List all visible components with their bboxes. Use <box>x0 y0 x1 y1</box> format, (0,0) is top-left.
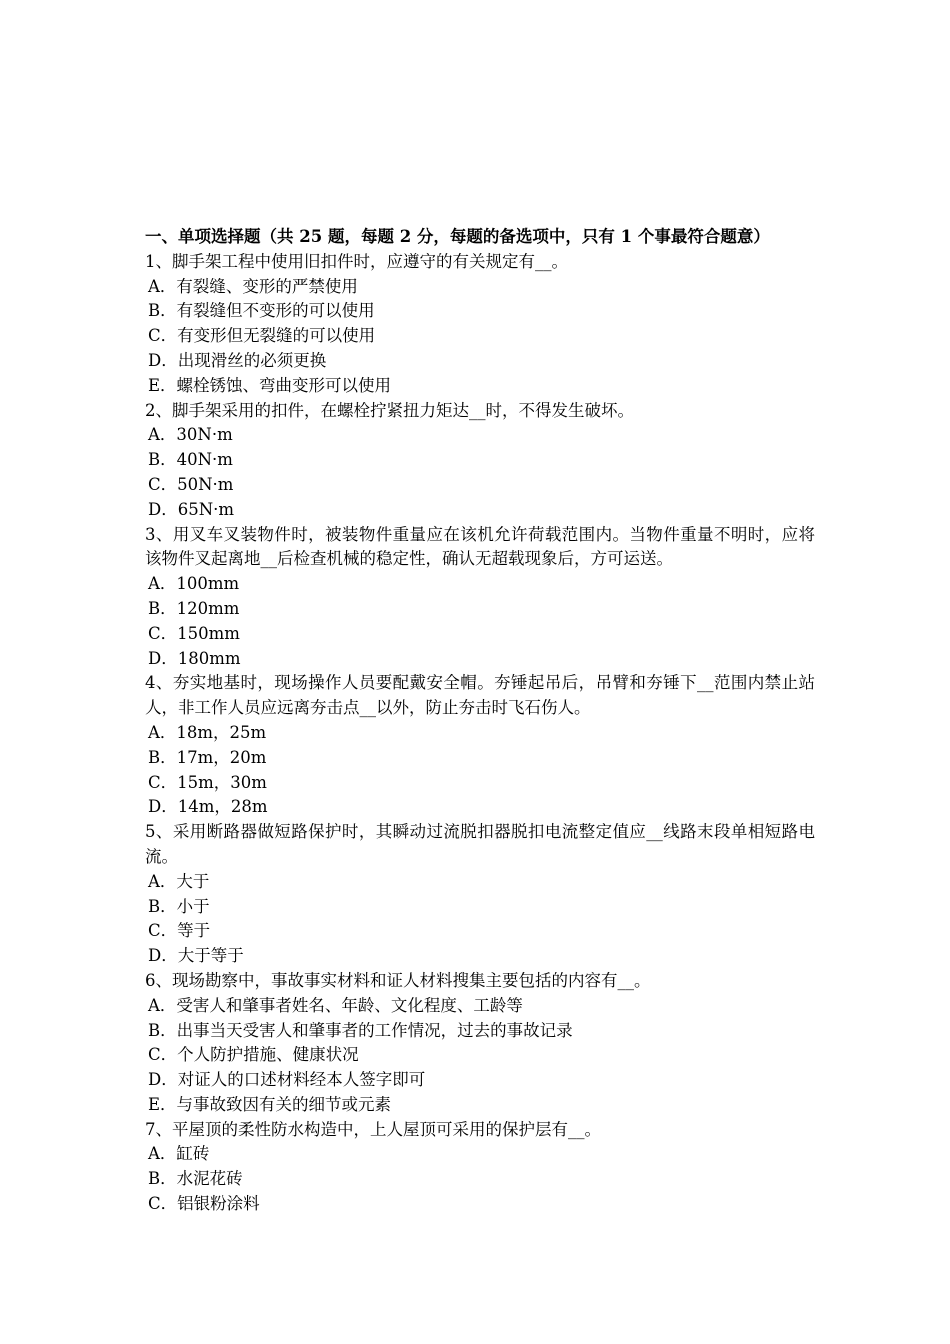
question-4 <box>145 671 815 820</box>
answer-option: C．15m，30m <box>148 772 267 792</box>
answer-option: A．大于 <box>148 871 210 891</box>
answer-option: C．有变形但无裂缝的可以使用 <box>148 326 376 346</box>
answer-option: C．铝银粉涂料 <box>148 1194 260 1214</box>
answer-option: A．有裂缝、变形的严禁使用 <box>148 276 358 296</box>
answer-option: B．40N·m <box>148 450 233 470</box>
answer-option: A．缸砖 <box>148 1144 210 1164</box>
answer-option: A．受害人和肇事者姓名、年龄、文化程度、工龄等 <box>148 995 523 1015</box>
answer-option: C．150mm <box>148 623 240 643</box>
answer-option: C．50N·m <box>148 474 234 494</box>
answer-option: D．出现滑丝的必须更换 <box>148 350 327 370</box>
answer-option: B．17m，20m <box>148 747 267 767</box>
question-text: 5、采用断路器做短路保护时，其瞬动过流脱扣器脱扣电流整定值应__线路末段单相短路电流。 <box>145 822 815 866</box>
question-5 <box>145 820 815 969</box>
answer-option: D．65N·m <box>148 499 235 519</box>
answer-option: B．有裂缝但不变形的可以使用 <box>148 301 375 321</box>
question-text: 6、现场勘察中，事故事实材料和证人材料搜集主要包括的内容有__。 <box>145 970 651 990</box>
answer-option: D．对证人的口述材料经本人签字即可 <box>148 1070 426 1090</box>
answer-option: C．等于 <box>148 921 211 941</box>
answer-option: B．水泥花砖 <box>148 1169 243 1189</box>
section-title: 一、单项选择题（共 25 题，每题 2 分，每题的备选项中，只有 1 个事最符合题意） <box>145 227 770 246</box>
answer-option: E．螺栓锈蚀、弯曲变形可以使用 <box>148 375 392 395</box>
question-2 <box>145 399 815 523</box>
question-text: 7、平屋顶的柔性防水构造中，上人屋顶可采用的保护层有__。 <box>145 1119 601 1139</box>
answer-option: D．大于等于 <box>148 946 244 966</box>
question-text: 3、用叉车叉装物件时，被装物件重量应在该机允许荷载范围内。当物件重量不明时，应将该物件叉起离地__后检查机械的稳定性，确认无超载现象后，方可运送。 <box>145 524 815 569</box>
answer-option: B．120mm <box>148 598 240 618</box>
question-text: 1、脚手架工程中使用旧扣件时，应遵守的有关规定有__。 <box>145 251 568 271</box>
question-1 <box>145 250 815 399</box>
document-page <box>145 225 815 1217</box>
answer-option: A．30N·m <box>148 425 233 445</box>
answer-option: E．与事故致因有关的细节或元素 <box>148 1094 392 1114</box>
question-6 <box>145 969 815 1118</box>
question-7 <box>145 1118 815 1217</box>
answer-option: D．180mm <box>148 648 241 668</box>
answer-option: C．个人防护措施、健康状况 <box>148 1045 359 1065</box>
answer-option: A．100mm <box>148 574 240 594</box>
answer-option: B．小于 <box>148 896 210 916</box>
question-3 <box>145 523 815 672</box>
answer-option: B．出事当天受害人和肇事者的工作情况，过去的事故记录 <box>148 1020 573 1040</box>
question-text: 4、夯实地基时，现场操作人员要配戴安全帽。夯锤起吊后，吊臂和夯锤下__范围内禁止站人，非工作人员应远离夯击点__以外，防止夯击时飞石伤人。 <box>145 673 815 718</box>
question-text: 2、脚手架采用的扣件，在螺栓拧紧扭力矩达__时，不得发生破坏。 <box>145 400 634 420</box>
answer-option: A．18m，25m <box>148 722 267 742</box>
question-list <box>145 250 815 1217</box>
answer-option: D．14m，28m <box>148 797 268 817</box>
